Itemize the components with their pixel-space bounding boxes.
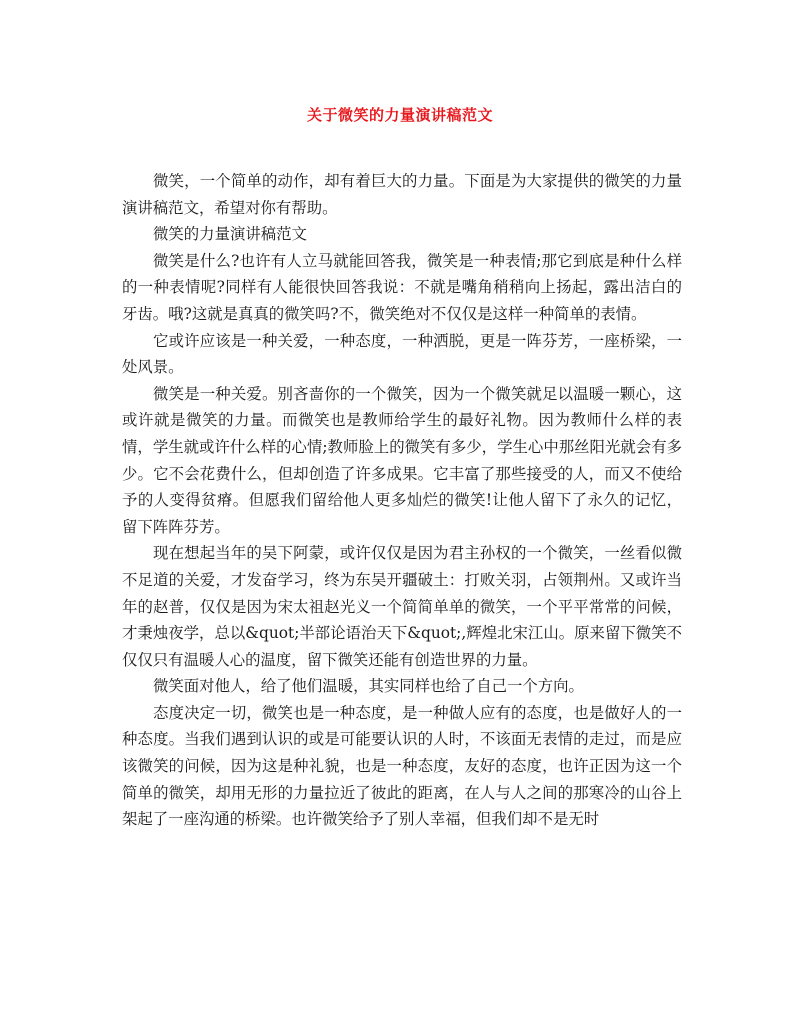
- paragraph: 现在想起当年的吴下阿蒙，或许仅仅是因为君主孙权的一个微笑，一丝看似微不足道的关爱，才发奋学习，终为东吴开疆破土：打败关羽，占领荆州。又或许当年的赵普，仅仅是因为宋太祖赵光义一个简简单单的微笑，一个平平常常的问候，才秉烛夜学，总以&quot;半部论语治天下&quot;,辉煌北宋江山。原来留下微笑不仅仅只有温暖人心的温度，留下微笑还能有创造世界的力量。: [122, 544, 682, 669]
- paragraph: 微笑是什么?也许有人立马就能回答我，微笑是一种表情;那它到底是种什么样的一种表情呢?同样有人能很快回答我说：不就是嘴角稍稍向上扬起，露出洁白的牙齿。哦?这就是真真的微笑吗?不，微笑绝对不仅仅是这样一种简单的表情。: [122, 251, 682, 323]
- paragraph-subtitle: 微笑的力量演讲稿范文: [153, 225, 307, 244]
- document-body: [122, 168, 682, 833]
- paragraph: 态度决定一切，微笑也是一种态度，是一种做人应有的态度，也是做好人的一种态度。当我们遇到认识的或是可能要认识的人时，不该面无表情的走过，而是应该微笑的问候，因为这是种礼貌，也是一种态度，友好的态度，也许正因为这一个简单的微笑，却用无形的力量拉近了彼此的距离，在人与人之间的那寒冷的山谷上架起了一座沟通的桥梁。也许微笑给予了别人幸福，但我们却不是无时: [122, 703, 682, 829]
- paragraph: 它或许应该是一种关爱，一种态度，一种洒脱，更是一阵芬芳，一座桥梁，一处风景。: [122, 331, 682, 377]
- document-title: 关于微笑的力量演讲稿范文: [306, 106, 493, 124]
- paragraph: 微笑面对他人，给了他们温暖，其实同样也给了自己一个方向。: [153, 677, 584, 696]
- paragraph-intro: 微笑，一个简单的动作，却有着巨大的力量。下面是为大家提供的微笑的力量演讲稿范文，希望对你有帮助。: [122, 172, 682, 217]
- paragraph: 微笑是一种关爱。别吝啬你的一个微笑，因为一个微笑就足以温暖一颗心，这或许就是微笑的力量。而微笑也是教师给学生的最好礼物。因为教师什么样的表情，学生就或许什么样的心情;教师脸上的微笑有多少，学生心中那丝阳光就会有多少。它不会花费什么，但却创造了许多成果。它丰富了那些接受的人，而又不使给予的人变得贫瘠。但愿我们留给他人更多灿烂的微笑!让他人留下了永久的记忆，留下阵阵芬芳。: [122, 384, 682, 536]
